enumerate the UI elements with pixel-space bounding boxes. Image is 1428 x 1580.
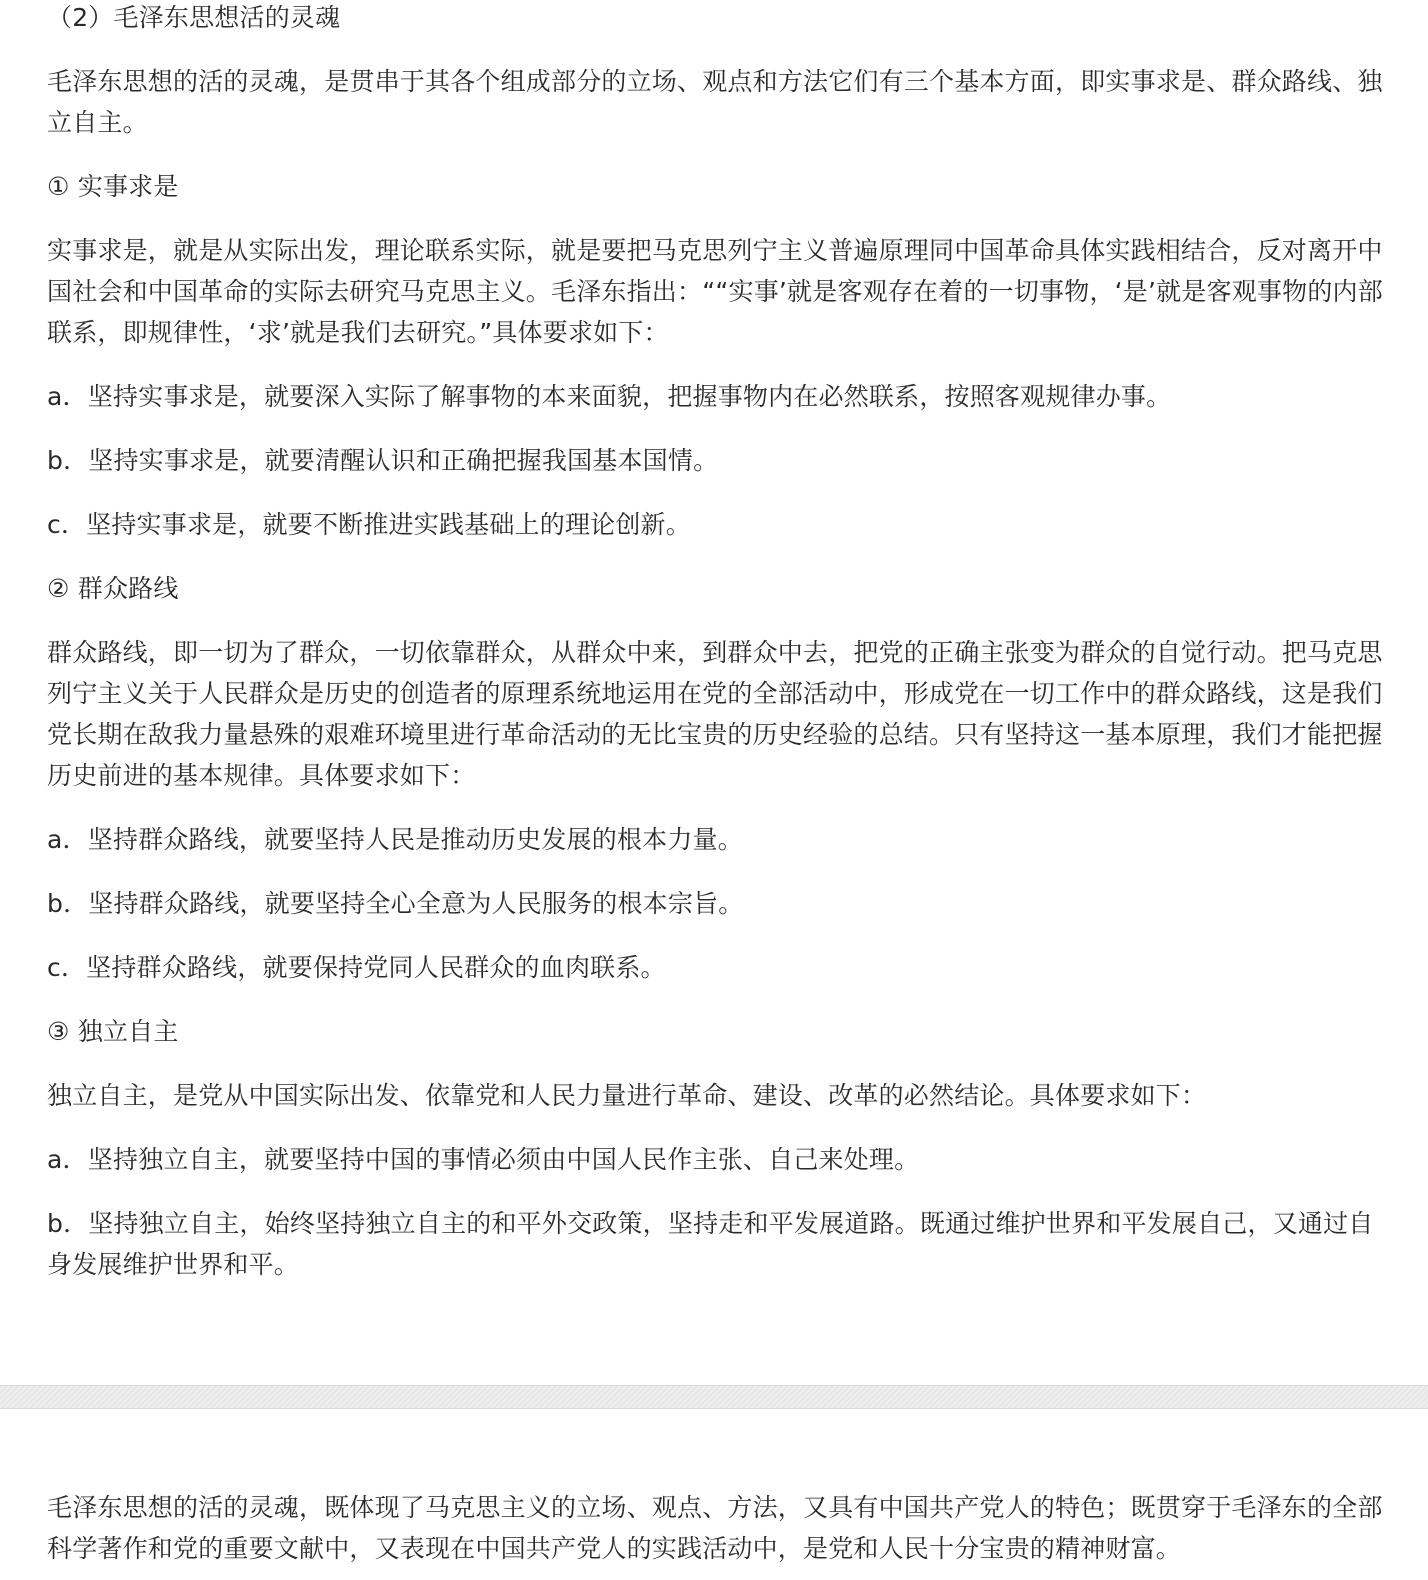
list-item: b．坚持独立自主，始终坚持独立自主的和平外交政策，坚持走和平发展道路。既通过维护世界和平发展自己，又通过自身发展维护世界和平。 (47, 1209, 1374, 1279)
intro-paragraph: 毛泽东思想的活的灵魂，是贯串于其各个组成部分的立场、观点和方法它们有三个基本方面，即实事求是、群众路线、独立自主。 (47, 67, 1383, 137)
section-divider (0, 1385, 1428, 1409)
part-desc-shishiqiushi: 实事求是，就是从实际出发，理论联系实际，就是要把马克思列宁主义普遍原理同中国革命具体实践相结合，反对离开中国社会和中国革命的实际去研究马克思主义。毛泽东指出：““实事’就是客观存在着的一切事物，‘是’就是客观事物的内部联系，即规律性，‘求’就是我们去研究。”具体要求如下： (47, 236, 1383, 347)
section-content (47, 0, 1395, 1285)
list-item: b．坚持群众路线，就要坚持全心全意为人民服务的根本宗旨。 (47, 889, 744, 918)
list-item: b．坚持实事求是，就要清醒认识和正确把握我国基本国情。 (47, 446, 719, 475)
list-item: a．坚持独立自主，就要坚持中国的事情必须由中国人民作主张、自己来处理。 (47, 1145, 920, 1174)
list-item: a．坚持群众路线，就要坚持人民是推动历史发展的根本力量。 (47, 825, 743, 854)
part-heading-dulizizhu: ③ 独立自主 (47, 1017, 179, 1046)
part-heading-shishiqiushi: ① 实事求是 (47, 172, 179, 201)
list-item: c．坚持群众路线，就要保持党同人民群众的血肉联系。 (47, 953, 666, 982)
part-desc-dulizizhu: 独立自主，是党从中国实际出发、依靠党和人民力量进行革命、建设、改革的必然结论。具体要求如下： (47, 1081, 1207, 1110)
part-desc-qunzhongluxian: 群众路线，即一切为了群众，一切依靠群众，从群众中来，到群众中去，把党的正确主张变为群众的自觉行动。把马克思列宁主义关于人民群众是历史的创造者的原理系统地运用在党的全部活动中，形成党在一切工作中的群众路线，这是我们党长期在敌我力量悬殊的艰难环境里进行革命活动的无比宝贵的历史经验的总结。只有坚持这一基本原理，我们才能把握历史前进的基本规律。具体要求如下： (47, 638, 1383, 790)
part-heading-qunzhongluxian: ② 群众路线 (47, 574, 179, 603)
summary-paragraph: 毛泽东思想的活的灵魂，既体现了马克思主义的立场、观点、方法，又具有中国共产党人的特色；既贯穿于毛泽东的全部科学著作和党的重要文献中，又表现在中国共产党人的实践活动中，是党和人民十分宝贵的精神财富。 (47, 1493, 1383, 1563)
summary-block (47, 1487, 1395, 1569)
list-item: a．坚持实事求是，就要深入实际了解事物的本来面貌，把握事物内在必然联系，按照客观规律办事。 (47, 382, 1172, 411)
section-heading: （2）毛泽东思想活的灵魂 (47, 3, 341, 32)
list-item: c．坚持实事求是，就要不断推进实践基础上的理论创新。 (47, 510, 691, 539)
